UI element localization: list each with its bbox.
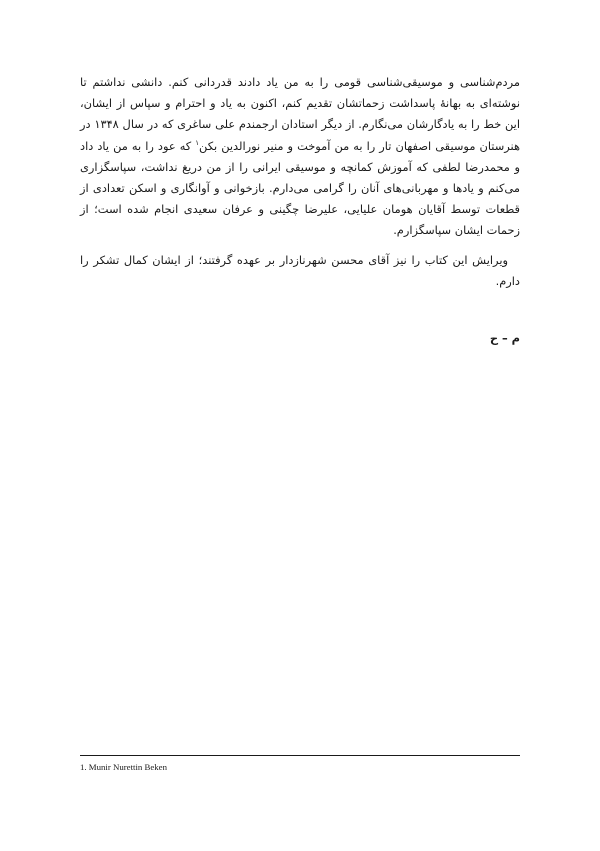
author-initials-signature: م – ح bbox=[489, 331, 520, 345]
preface-paragraph-2: ویرایش این کتاب را نیز آقای محسن شهرنازدار بر عهده گرفتند؛ از ایشان کمال تشکر را دارم. bbox=[80, 252, 520, 288]
preface-paragraph-1 bbox=[80, 72, 520, 242]
paragraph-1-text-start: مردم‌شناسی و موسیقی‌شناسی قومی را به من یاد دادند قدردانی کنم. دانشی نداشتم تا نوشته‌ای به بهانهٔ پاسداشت زحماتشان تقدیم کنم، اکنون به یاد و احترام و سپاس از ایشان، این خط را به یادگارشان می‌نگارم. از دیگر استادان ارجمندم علی ساغری که در سال ۱۳۴۸ در هنرستان موسیقی اصفهان تار را به من آموخت و منیر نورالدین بکن bbox=[80, 75, 521, 153]
footnote-text: 1. Munir Nurettin Beken bbox=[80, 762, 167, 772]
footnote-divider bbox=[80, 755, 520, 756]
footnote-marker: ۱ bbox=[195, 138, 200, 147]
paragraph-1-text-end: که عود را به من یاد داد و محمدرضا لطفی که آموزش کمانچه و موسیقی ایرانی را از من دریغ نداشت، سپاسگزاری می‌کنم و یادها و مهربانی‌های آنان را گرامی می‌دارم. بازخوانی و آوانگاری و اسکن تعدادی از قطعات توسط آقایان هومان علیایی، علیرضا چگینی و عرفان سعیدی انجام شده است؛ از زحمات ایشان سپاسگزارم. bbox=[80, 138, 520, 238]
preface-body bbox=[80, 72, 520, 292]
